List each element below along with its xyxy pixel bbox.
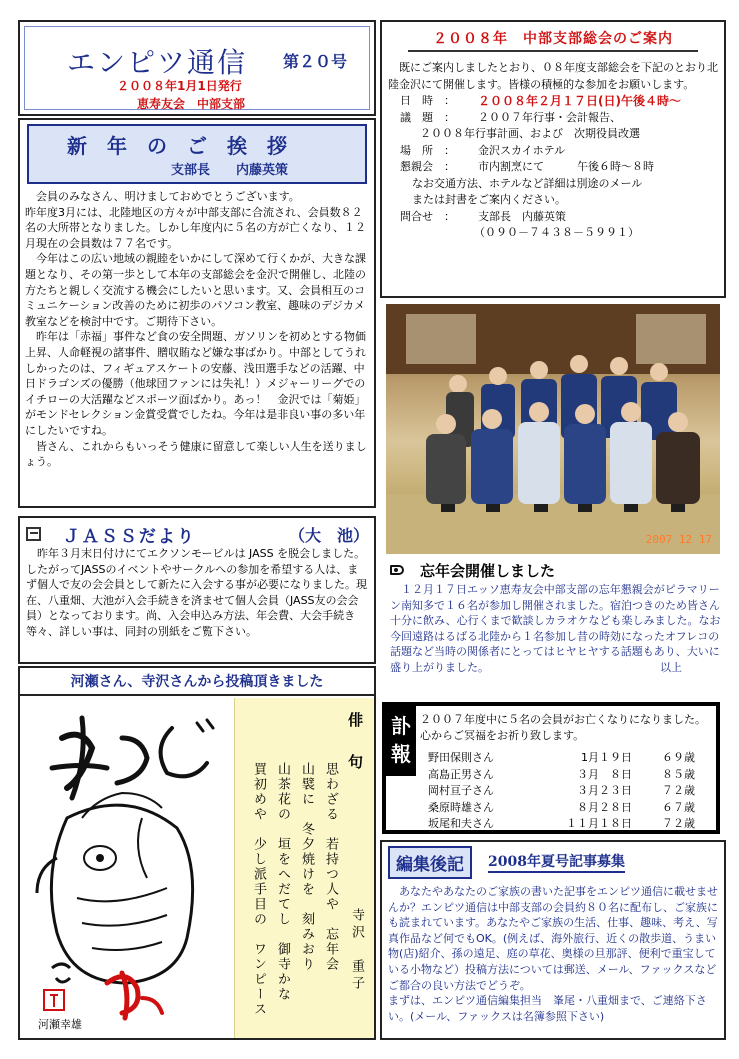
agenda-line: ２００８年行事計画、および 次期役員改選 bbox=[420, 127, 640, 140]
greeting-author: 支部長 内藤英策 bbox=[171, 163, 289, 178]
place-value: 金沢スカイホテル bbox=[478, 143, 566, 157]
jass-title: ＪＡＳＳだより bbox=[62, 526, 196, 547]
party-label: 懇親会 ： bbox=[400, 160, 455, 173]
jass-body bbox=[26, 546, 369, 640]
meeting-note: なお交通方法、ホテルなど詳細は別途のメール bbox=[412, 176, 643, 190]
party-text: １２月１７日エッソ恵寿友会中部支部の忘年懇親会がピラマリーン南知多で１６名が参加し開催されました。宿泊つきのため皆さん十分に飲み、心行くまで歓談しカラオケなども楽しみました。なお今回遠路はるばる北陸から１名参加し昔の時効になったオフレコの話題など当時の関係者にとってはヒヤヒヤする話題もあり、大いに盛り上がりました。 bbox=[390, 583, 721, 674]
editor-text: まずは、エンピツ通信編集担当 峯尾・八重畑まで、ご連絡下さい。(メール、ファックスは名簿参照下さい) bbox=[388, 994, 707, 1023]
greeting-title: 新 年 の ご 挨 拶 bbox=[67, 134, 287, 158]
deceased-name: 野田保則さん bbox=[428, 751, 494, 764]
place-label: 場 所 ： bbox=[400, 143, 455, 157]
masthead bbox=[18, 20, 376, 116]
greeting-header bbox=[27, 124, 367, 184]
editor-section bbox=[380, 840, 726, 1040]
greeting-paragraph: 会員のみなさん、明けましておめでとうございます。 bbox=[36, 190, 300, 203]
editor-title: 2008年夏号記事募集 bbox=[488, 851, 625, 873]
deceased-name: 桑原時雄さん bbox=[428, 800, 494, 814]
artist-name: 河瀬幸雄 bbox=[38, 1018, 82, 1031]
greeting-paragraph: 昨年は「赤福」事件など食の安全問題、ガソリンを初めとする物価上昇、人命軽視の諸事件、贈収賄など嫌な事ばかり。中部としてうれしかったのは、フィギュアスケートの安藤、浅田選手などの活躍、中日ドラゴンズの優勝（他球団ファンには失礼！）メジャーリーグでのイチローの大活躍などスポーツ面ばかり。あっ！ 金沢では「菊姫」がモンドセレクション金賞受賞でしたね。今年は是非良い事の多い年にしたいですね。 bbox=[25, 330, 366, 437]
haiku-line: 思わざる 若持つ人や 忘年会 bbox=[323, 762, 338, 972]
obituary-intro: ２００７年度中に５名の会員がお亡くなりになりました。心からご冥福をお祈り致します。 bbox=[420, 713, 706, 742]
deceased-name: 岡村亘子さん bbox=[428, 784, 494, 797]
date-value: ２００８年２月１７日(日)午後４時～ bbox=[478, 94, 681, 108]
editor-label: 編集後記 bbox=[388, 846, 472, 879]
contact-label: 問合せ ： bbox=[400, 209, 455, 223]
document-icon bbox=[26, 527, 41, 541]
deceased-date: １１月１８日 bbox=[566, 817, 632, 830]
contact-phone: （０９０－７４３８－５９９１） bbox=[474, 226, 639, 239]
obituary-list bbox=[428, 750, 718, 833]
greeting-paragraph: 皆さん、これからもいっそう健康に留意して楽しい人生を送りましょう。 bbox=[25, 439, 367, 469]
obituary-label-bottom: 報 bbox=[391, 742, 411, 766]
haiku-author: 寺沢 重子 bbox=[349, 908, 364, 993]
meeting-section bbox=[380, 20, 726, 298]
party-header bbox=[390, 560, 722, 580]
meeting-title: ２００８年 中部支部総会のご案内 bbox=[408, 28, 698, 52]
deceased-age: ８５歳 bbox=[662, 767, 695, 781]
party-value: 市内割烹にて 午後６時～８時 bbox=[478, 160, 654, 173]
deceased-date: ８月２８日 bbox=[577, 800, 632, 814]
party-signoff: 以上 bbox=[660, 660, 682, 674]
agenda-line: ２００７年行事・会計報告、 bbox=[478, 110, 621, 124]
deceased-date: ３月 ８日 bbox=[577, 767, 632, 781]
photo-scene bbox=[386, 304, 720, 554]
party-body bbox=[390, 582, 722, 676]
greeting-section bbox=[18, 118, 376, 508]
meeting-contact-row bbox=[400, 209, 718, 226]
meeting-intro: 既にご案内しましたとおり、０８年度支部総会を下記のとおり北陸金沢にて開催します。皆様の積極的な参加をお願いします。 bbox=[388, 61, 718, 91]
jass-section bbox=[18, 516, 376, 664]
obituary-label bbox=[386, 706, 416, 776]
issue-date: ２００８年1月1日発行 bbox=[117, 79, 242, 93]
obituary-entry bbox=[428, 816, 718, 833]
deceased-name: 高島正男さん bbox=[428, 767, 494, 781]
contrib-section bbox=[18, 666, 376, 1040]
deceased-age: ６７歳 bbox=[662, 800, 695, 814]
jass-author: （大 池） bbox=[288, 525, 369, 545]
jass-header bbox=[26, 524, 369, 547]
contact-value: 支部長 内藤英策 bbox=[478, 209, 566, 223]
meeting-date-row bbox=[400, 93, 718, 110]
deceased-date: 1月１９日 bbox=[581, 751, 632, 764]
editor-body bbox=[388, 884, 719, 1024]
deceased-age: ６９歳 bbox=[662, 751, 695, 764]
contrib-title: 河瀬さん、寺沢さんから投稿頂きました bbox=[70, 674, 324, 690]
calligraphy-art bbox=[22, 698, 232, 1038]
jass-text: 昨年３月末日付けにてエクソンモービルは JASS を脱会しました。したがってJASSのイベントやサークルへの参加を希望する人は、まず個人で友の会会員として新たに入会する事が必要になりました。現在、八重畑、大池が入会手続きを済ませて個人会員（JASS友の会会員）となっております。尚、入会申込み方法、年会費、大会手続き等々、詳しい事は、同封の別紙をご覧下さい。 bbox=[26, 547, 367, 638]
party-title: 忘年会開催しました bbox=[420, 561, 556, 580]
meeting-note: または封書をご案内ください。 bbox=[412, 193, 566, 206]
party-section bbox=[386, 558, 726, 692]
obituary-section bbox=[382, 702, 720, 834]
issue-number: 第２０号 bbox=[283, 52, 348, 71]
obituary-entry bbox=[428, 750, 718, 767]
meeting-agenda-row bbox=[400, 110, 718, 127]
haiku-title: 俳 句 bbox=[346, 712, 364, 775]
greeting-body bbox=[23, 189, 371, 470]
deceased-date: ３月２３日 bbox=[577, 784, 632, 797]
editor-text: あなたやあなたのご家族の書いた記事をエンピツ通信に載せませんか？エンピツ通信は中部支部の会員約８０名に配布し、ご家族にも読まれています。あなたやご家族の生活、仕事、趣味、考え、写真作品など何でもOK。(例えば、海外旅行、近くの散歩道、うまい物(店)紹介、孫の遠足、庭の草花、奥様の旦那評、便利で重宝している小物など）投稿方法については郵送、メール、ファックスなどご都合の良い方法でどうぞ。 bbox=[388, 885, 718, 992]
meeting-place-row bbox=[400, 143, 718, 160]
obituary-entry bbox=[428, 767, 718, 784]
obituary-label-top: 訃 bbox=[391, 714, 411, 738]
contrib-header bbox=[20, 668, 374, 696]
organization: 恵寿友会 中部支部 bbox=[137, 97, 246, 111]
haiku-line: 山襞に 冬夕焼けを 刻みおり bbox=[299, 762, 314, 972]
haiku-line: 山茶花の 垣をへだてし 御寺かな bbox=[275, 762, 290, 1002]
newsletter-title: エンピツ通信 bbox=[67, 46, 248, 79]
obituary-entry bbox=[428, 783, 718, 800]
megaphone-icon bbox=[390, 565, 404, 575]
obituary-entry bbox=[428, 800, 718, 817]
meeting-party-row bbox=[400, 159, 718, 176]
haiku-panel bbox=[234, 698, 374, 1038]
agenda-label: 議 題 ： bbox=[400, 110, 455, 124]
deceased-age: ７２歳 bbox=[662, 784, 695, 797]
group-photo bbox=[386, 304, 720, 554]
deceased-age: ７２歳 bbox=[662, 817, 695, 830]
haiku-line: 買初めや 少し派手目の ワンピース bbox=[251, 762, 266, 1017]
fish-drawing bbox=[22, 698, 232, 1038]
date-label: 日 時 ： bbox=[400, 94, 455, 107]
greeting-paragraph: 今年はこの広い地域の親睦をいかにして深めて行くかが、大きな課題となり、その第一歩として本年の支部総会を金沢で開催し、北陸の方たちと親しく交流する機会にしたいと思います。又、会員相互のコミュニケーション改善のために初歩のパソコン教室、趣味のデジカメ教室などを検討中です。ご期待下さい。 bbox=[25, 252, 366, 328]
editor-header bbox=[388, 846, 719, 878]
deceased-name: 坂尾和夫さん bbox=[428, 817, 494, 830]
meeting-body bbox=[388, 60, 718, 242]
photo-date-stamp: 2007 12 17 bbox=[645, 533, 712, 546]
greeting-paragraph: 昨年度3月には、北陸地区の方々が中部支部に合流され、会員数８２名の大所帯となりました。しかし年度内に５名の方が亡くなり、１２月現在の会員数は７７名です。 bbox=[25, 205, 366, 250]
